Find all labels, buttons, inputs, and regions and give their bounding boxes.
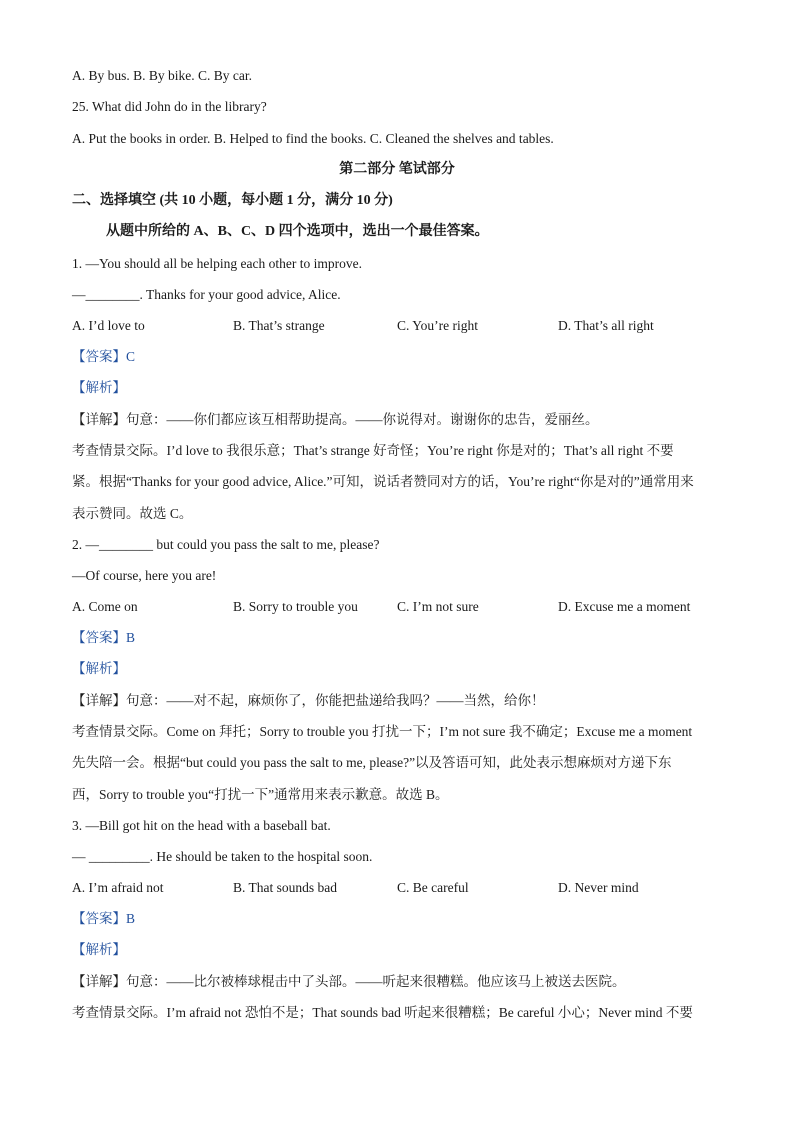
q2-option-b: B. Sorry to trouble you: [233, 599, 358, 614]
q2-explanation-3: 西，Sorry to trouble you“打扰一下”通常用来表示歉意。故选 B。: [72, 787, 449, 802]
q1-option-c: C. You’re right: [397, 318, 479, 333]
section-title: 二、选择填空 (共 10 小题，每小题 1 分，满分 10 分): [72, 193, 393, 208]
q1-option-d: D. That’s all right: [558, 318, 654, 333]
q1-stem-line1: 1. —You should all be helping each other to improve.: [72, 256, 362, 271]
q3-explanation-1: 考查情景交际。I’m afraid not 恐怕不是；That sounds bad 听起来很糟糕；Be careful 小心；Never mind 不要: [72, 1005, 693, 1020]
q2-analysis-label: 【解析】: [72, 661, 126, 676]
q1-option-a: A. I’d love to: [72, 318, 145, 333]
q2-explanation-1: 考查情景交际。Come on 拜托；Sorry to trouble you 打扰一下；I’m not sure 我不确定；Excuse me a moment: [72, 724, 693, 739]
q2-stem-line1: 2. —________ but could you pass the salt to me, please?: [72, 537, 380, 552]
q3-stem-line2: — _________. He should be taken to the hospital soon.: [72, 849, 373, 864]
question-25-stem: 25. What did John do in the library?: [72, 99, 267, 114]
q2-explanation-2: 先失陪一会。根据“but could you pass the salt to me, please?”以及答语可知，此处表示想麻烦对方递下东: [72, 755, 672, 770]
question-24-options: A. By bus. B. By bike. C. By car.: [72, 68, 253, 83]
q2-option-c: C. I’m not sure: [397, 599, 479, 614]
q3-answer: 【答案】B: [72, 911, 136, 926]
q3-option-b: B. That sounds bad: [233, 880, 337, 895]
q2-option-d: D. Excuse me a moment: [558, 599, 691, 614]
q2-option-a: A. Come on: [72, 599, 138, 614]
q1-detail: 【详解】句意：——你们都应该互相帮助提高。——你说得对。谢谢你的忠告，爱丽丝。: [72, 412, 599, 427]
q1-option-b: B. That’s strange: [233, 318, 325, 333]
q3-option-a: A. I’m afraid not: [72, 880, 164, 895]
question-25-options: A. Put the books in order. B. Helped to find the books. C. Cleaned the shelves and tables.: [72, 131, 554, 146]
q1-explanation-2: 紧。根据“Thanks for your good advice, Alice.”可知，说话者赞同对方的话，You’re right“你是对的”通常用来: [72, 474, 694, 489]
part-title: 第二部分 笔试部分: [339, 162, 455, 177]
q3-stem-line1: 3. —Bill got hit on the head with a baseball bat.: [72, 818, 331, 833]
q2-stem-line2: —Of course, here you are!: [72, 568, 217, 583]
q3-option-d: D. Never mind: [558, 880, 639, 895]
q3-detail: 【详解】句意：——比尔被棒球棍击中了头部。——听起来很糟糕。他应该马上被送去医院。: [72, 974, 626, 989]
q3-option-c: C. Be careful: [397, 880, 469, 895]
q2-answer: 【答案】B: [72, 630, 136, 645]
q1-stem-line2: —________. Thanks for your good advice, Alice.: [72, 287, 341, 302]
section-instruction: 从题中所给的 A、B、C、D 四个选项中，选出一个最佳答案。: [106, 224, 489, 239]
q2-detail: 【详解】句意：——对不起，麻烦你了，你能把盐递给我吗？——当然，给你！: [72, 693, 545, 708]
q1-explanation-1: 考查情景交际。I’d love to 我很乐意；That’s strange 好奇怪；You’re right 你是对的；That’s all right 不要: [72, 443, 674, 458]
q1-explanation-3: 表示赞同。故选 C。: [72, 506, 193, 521]
q1-answer: 【答案】C: [72, 349, 136, 364]
q3-analysis-label: 【解析】: [72, 942, 126, 957]
q1-analysis-label: 【解析】: [72, 380, 126, 395]
